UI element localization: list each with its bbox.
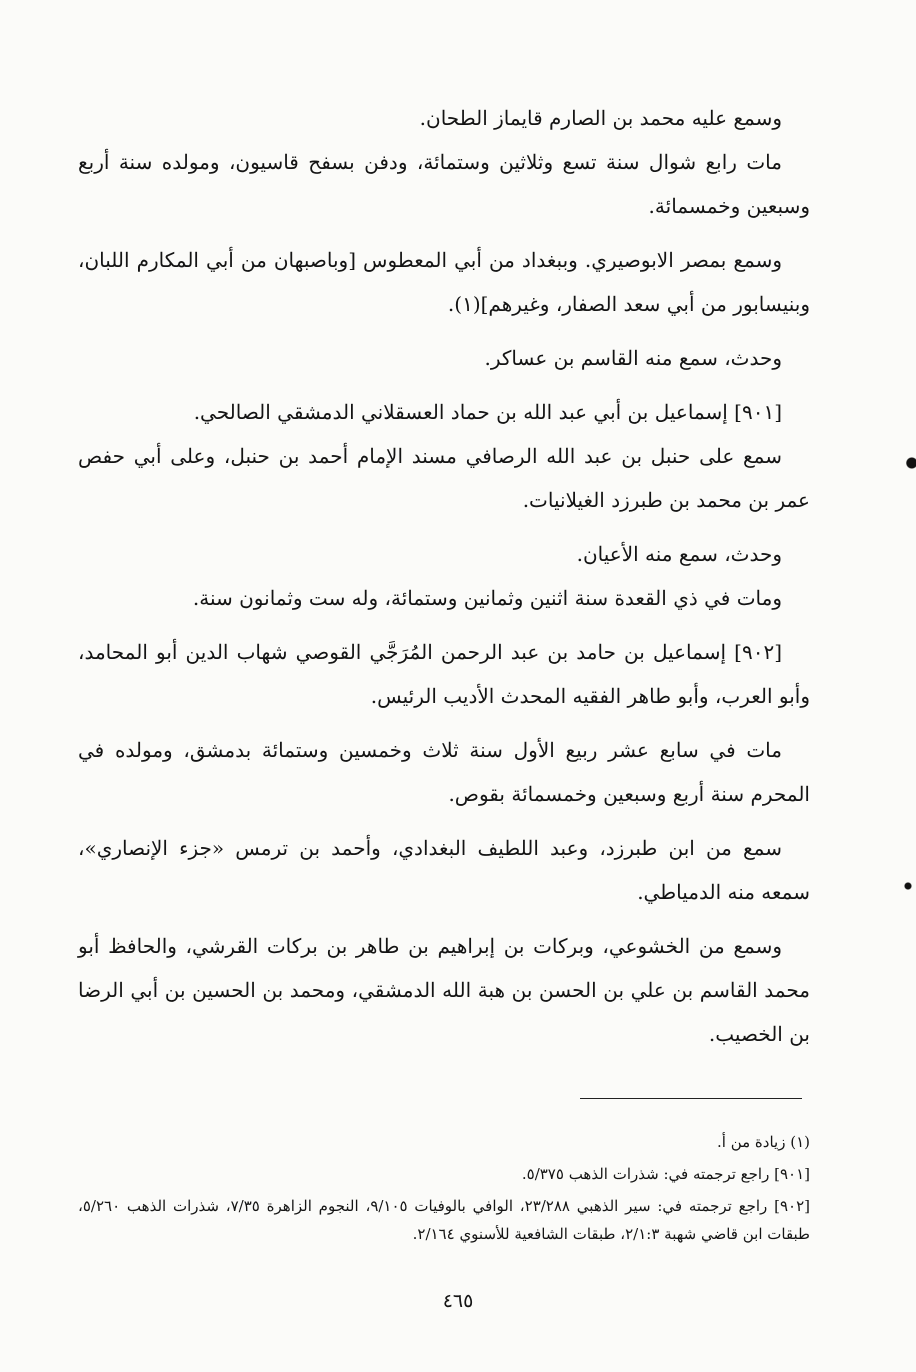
entry-heading: [٩٠٢] إسماعيل بن حامد بن عبد الرحمن المُرَجَّي القوصي شهاب الدين أبو المحامد، وأبو العرب، وأبو طاهر الفقيه المحدث الأديب الرئيس. bbox=[78, 640, 810, 708]
footnote-divider bbox=[580, 1098, 802, 1099]
footnote: (١) زيادة من أ. bbox=[717, 1133, 810, 1151]
paragraph: وحدث، سمع منه الأعيان. bbox=[576, 542, 782, 566]
paragraph: وسمع من الخشوعي، وبركات بن إبراهيم بن طاهر بن بركات القرشي، والحافظ أبو محمد القاسم بن علي بن الحسن بن هبة الله الدمشقي، ومحمد بن الحسين بن أبي الرضا بن الخصيب. bbox=[78, 934, 810, 1046]
page-number: ٤٦٥ bbox=[442, 1290, 474, 1312]
paragraph: وحدث، سمع منه القاسم بن عساكر. bbox=[484, 346, 782, 370]
scan-mark-icon bbox=[902, 452, 916, 474]
paragraph: مات في سابع عشر ربيع الأول سنة ثلاث وخمسين وستمائة بدمشق، ومولده في المحرم سنة أربع وسبعين وخمسمائة بقوص. bbox=[78, 738, 810, 806]
scan-mark-icon bbox=[904, 878, 912, 894]
paragraph: وسمع بمصر الابوصيري. وببغداد من أبي المعطوس [وباصبهان من أبي المكارم اللبان، وبنيسابور من أبي سعد الصفار، وغيرهم](١). bbox=[78, 248, 810, 316]
paragraph: وسمع عليه محمد بن الصارم قايماز الطحان. bbox=[419, 106, 782, 130]
footnotes bbox=[78, 1128, 810, 1252]
footnote: [٩٠٢] راجع ترجمته في: سير الذهبي ٢٣/٢٨٨، الوافي بالوفيات ٩/١٠٥، النجوم الزاهرة ٧/٣٥، شذرات الذهب ٥/٢٦٠، طبقات ابن قاضي شهبة ٢/١:٣، طبقات الشافعية للأسنوي ٢/١٦٤. bbox=[78, 1197, 810, 1243]
paragraph: سمع على حنبل بن عبد الله الرصافي مسند الإمام أحمد بن حنبل، وعلى أبي حفص عمر بن محمد بن طبرزد الغيلانيات. bbox=[78, 444, 810, 512]
footnote: [٩٠١] راجع ترجمته في: شذرات الذهب ٥/٣٧٥. bbox=[521, 1165, 810, 1183]
paragraph: مات رابع شوال سنة تسع وثلاثين وستمائة، ودفن بسفح قاسيون، ومولده سنة أربع وسبعين وخمسمائة. bbox=[78, 150, 810, 218]
paragraph: سمع من ابن طبرزد، وعبد اللطيف البغدادي، وأحمد بن ترمس «جزء الإنصاري»، سمعه منه الدمياطي. bbox=[78, 836, 810, 904]
paragraph: ومات في ذي القعدة سنة اثنين وثمانين وستمائة، وله ست وثمانون سنة. bbox=[192, 586, 782, 610]
entry-heading: [٩٠١] إسماعيل بن أبي عبد الله بن حماد العسقلاني الدمشقي الصالحي. bbox=[193, 400, 782, 424]
main-text bbox=[78, 96, 810, 1056]
